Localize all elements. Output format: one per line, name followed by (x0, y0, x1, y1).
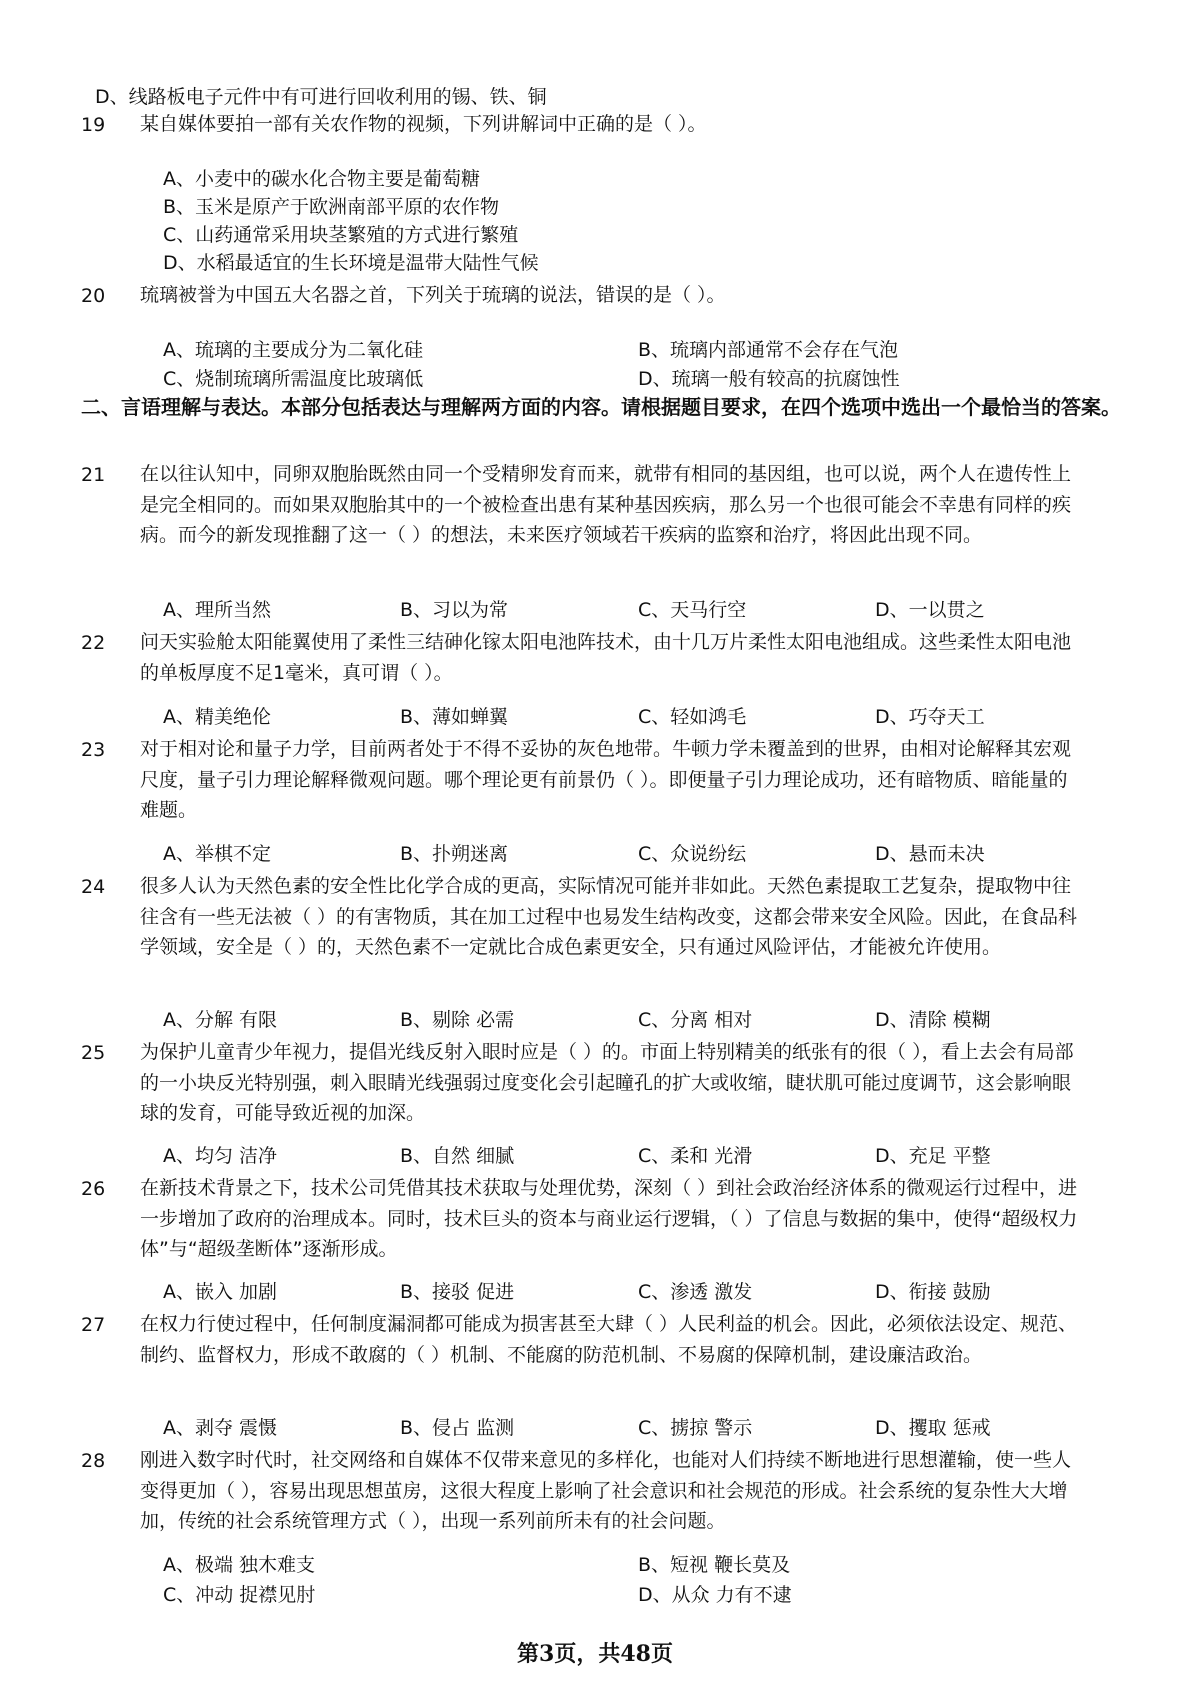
option-23-c: C、众说纷纭 (638, 843, 747, 865)
option-28-d: D、从众 力有不逮 (638, 1584, 792, 1606)
question-stem-22: 问天实验舱太阳能翼使用了柔性三结砷化镓太阳电池阵技术，由十几万片柔性太阳电池组成。这些柔性太阳电池的单板厚度不足1毫米，真可谓（ ）。 (140, 631, 1072, 684)
option-label: D、 (95, 86, 129, 108)
option-19-d: D、水稻最适宜的生长环境是温带大陆性气候 (163, 252, 539, 274)
question-stem-25: 为保护儿童青少年视力，提倡光线反射入眼时应是（ ）的。市面上特别精美的纸张有的很（ ），看上去会有局部的一小块反光特别强，刺入眼睛光线强弱过度变化会引起瞳孔的扩大或收缩，睫状肌可能过度调节，这会影响眼球的发育，可能导致近视的加深。 (140, 1041, 1074, 1124)
option-23-a: A、举棋不定 (163, 843, 271, 865)
option-26-d: D、衔接 鼓励 (875, 1281, 991, 1303)
question-stem-21: 在以往认知中，同卵双胞胎既然由同一个受精卵发育而来，就带有相同的基因组，也可以说，两个人在遗传性上是完全相同的。而如果双胞胎其中的一个被检查出患有某种基因疾病，那么另一个也很可能会不幸患有同样的疾病。而今的新发现推翻了这一（ ）的想法，未来医疗领域若干疾病的监察和治疗，将因此出现不同。 (140, 463, 1072, 546)
option-28-c: C、冲动 捉襟见肘 (163, 1584, 316, 1606)
option-25-b: B、自然 细腻 (400, 1145, 515, 1167)
question-stem-27: 在权力行使过程中，任何制度漏洞都可能成为损害甚至大肆（ ）人民利益的机会。因此，必须依法设定、规范、制约、监督权力，形成不敢腐的（ ）机制、不能腐的防范机制、不易腐的保障机制，建设廉洁政治。 (140, 1313, 1078, 1366)
page-footer: 第3页，共48页 (517, 1641, 673, 1667)
question-number-25: 25 (81, 1042, 106, 1064)
question-stem-20: 琉璃被誉为中国五大名器之首，下列关于琉璃的说法，错误的是（ ）。 (140, 284, 726, 306)
question-stem-19: 某自媒体要拍一部有关农作物的视频，下列讲解词中正确的是（ ）。 (140, 113, 707, 135)
option-20-a: A、琉璃的主要成分为二氧化硅 (163, 339, 423, 361)
option-22-b: B、薄如蝉翼 (400, 706, 509, 728)
option-text: 线路板电子元件中有可进行回收利用的锡、铁、铜 (128, 86, 547, 108)
option-28-b: B、短视 鞭长莫及 (638, 1554, 791, 1576)
option-20-b: B、琉璃内部通常不会存在气泡 (638, 339, 899, 361)
option-23-b: B、扑朔迷离 (400, 843, 509, 865)
option-24-d: D、清除 模糊 (875, 1009, 991, 1031)
option-21-b: B、习以为常 (400, 599, 509, 621)
option-25-d: D、充足 平整 (875, 1145, 991, 1167)
question-number-20: 20 (81, 285, 106, 307)
question-stem-28: 刚进入数字时代时，社交网络和自媒体不仅带来意见的多样化，也能对人们持续不断地进行思想灌输，使一些人变得更加（ ），容易出现思想茧房，这很大程度上影响了社会意识和社会规范的形成。社会系统的复杂性大大增加，传统的社会系统管理方式（ ），出现一系列前所未有的社会问题。 (140, 1449, 1072, 1532)
option-28-a: A、极端 独木难支 (163, 1554, 316, 1576)
option-19-b: B、玉米是原产于欧洲南部平原的农作物 (163, 196, 500, 218)
question-number-26: 26 (81, 1178, 106, 1200)
option-24-b: B、剔除 必需 (400, 1009, 515, 1031)
option-27-a: A、剥夺 震慑 (163, 1417, 278, 1439)
question-stem-23: 对于相对论和量子力学，目前两者处于不得不妥协的灰色地带。牛顿力学未覆盖到的世界，由相对论解释其宏观尺度，量子引力理论解释微观问题。哪个理论更有前景仍（ ）。即便量子引力理论成功，还有暗物质、暗能量的难题。 (140, 738, 1072, 821)
option-25-a: A、均匀 洁净 (163, 1145, 278, 1167)
option-24-c: C、分离 相对 (638, 1009, 753, 1031)
option-27-b: B、侵占 监测 (400, 1417, 515, 1439)
question-stem-26: 在新技术背景之下，技术公司凭借其技术获取与处理优势，深刻（ ）到社会政治经济体系的微观运行过程中，进一步增加了政府的治理成本。同时，技术巨头的资本与商业运行逻辑，（ ）了信息与数据的集中，使得“超级权力体”与“超级垄断体”逐渐形成。 (140, 1177, 1078, 1260)
question-stem-24: 很多人认为天然色素的安全性比化学合成的更高，实际情况可能并非如此。天然色素提取工艺复杂，提取物中往往含有一些无法被（ ）的有害物质，其在加工过程中也易发生结构改变，这都会带来安全风险。因此，在食品科学领域，安全是（ ）的，天然色素不一定就比合成色素更安全，只有通过风险评估，才能被允许使用。 (140, 875, 1078, 958)
option-21-c: C、天马行空 (638, 599, 747, 621)
question-number-28: 28 (81, 1450, 106, 1472)
option-21-d: D、一以贯之 (875, 599, 985, 621)
option-20-c: C、烧制琉璃所需温度比玻璃低 (163, 368, 424, 390)
question-number-24: 24 (81, 876, 106, 898)
question-number-19: 19 (81, 114, 106, 136)
question-number-22: 22 (81, 632, 106, 654)
section-heading: 二、言语理解与表达。本部分包括表达与理解两方面的内容。请根据题目要求，在四个选项中选出一个最恰当的答案。 (81, 395, 1121, 419)
option-22-c: C、轻如鸿毛 (638, 706, 747, 728)
option-27-d: D、攫取 惩戒 (875, 1417, 991, 1439)
option-22-a: A、精美绝伦 (163, 706, 271, 728)
question-number-21: 21 (81, 464, 106, 486)
option-19-a: A、小麦中的碳水化合物主要是葡萄糖 (163, 168, 480, 190)
option-22-d: D、巧夺天工 (875, 706, 985, 728)
option-19-c: C、山药通常采用块茎繁殖的方式进行繁殖 (163, 224, 519, 246)
question-number-23: 23 (81, 739, 106, 761)
option-26-a: A、嵌入 加剧 (163, 1281, 278, 1303)
option-25-c: C、柔和 光滑 (638, 1145, 753, 1167)
option-26-b: B、接驳 促进 (400, 1281, 515, 1303)
option-23-d: D、悬而未决 (875, 843, 985, 865)
option-24-a: A、分解 有限 (163, 1009, 278, 1031)
option-21-a: A、理所当然 (163, 599, 271, 621)
option-20-d: D、琉璃一般有较高的抗腐蚀性 (638, 368, 900, 390)
question-number-27: 27 (81, 1314, 106, 1336)
option-27-c: C、掳掠 警示 (638, 1417, 753, 1439)
option-26-c: C、渗透 激发 (638, 1281, 753, 1303)
option-19-prev-d (95, 84, 547, 110)
